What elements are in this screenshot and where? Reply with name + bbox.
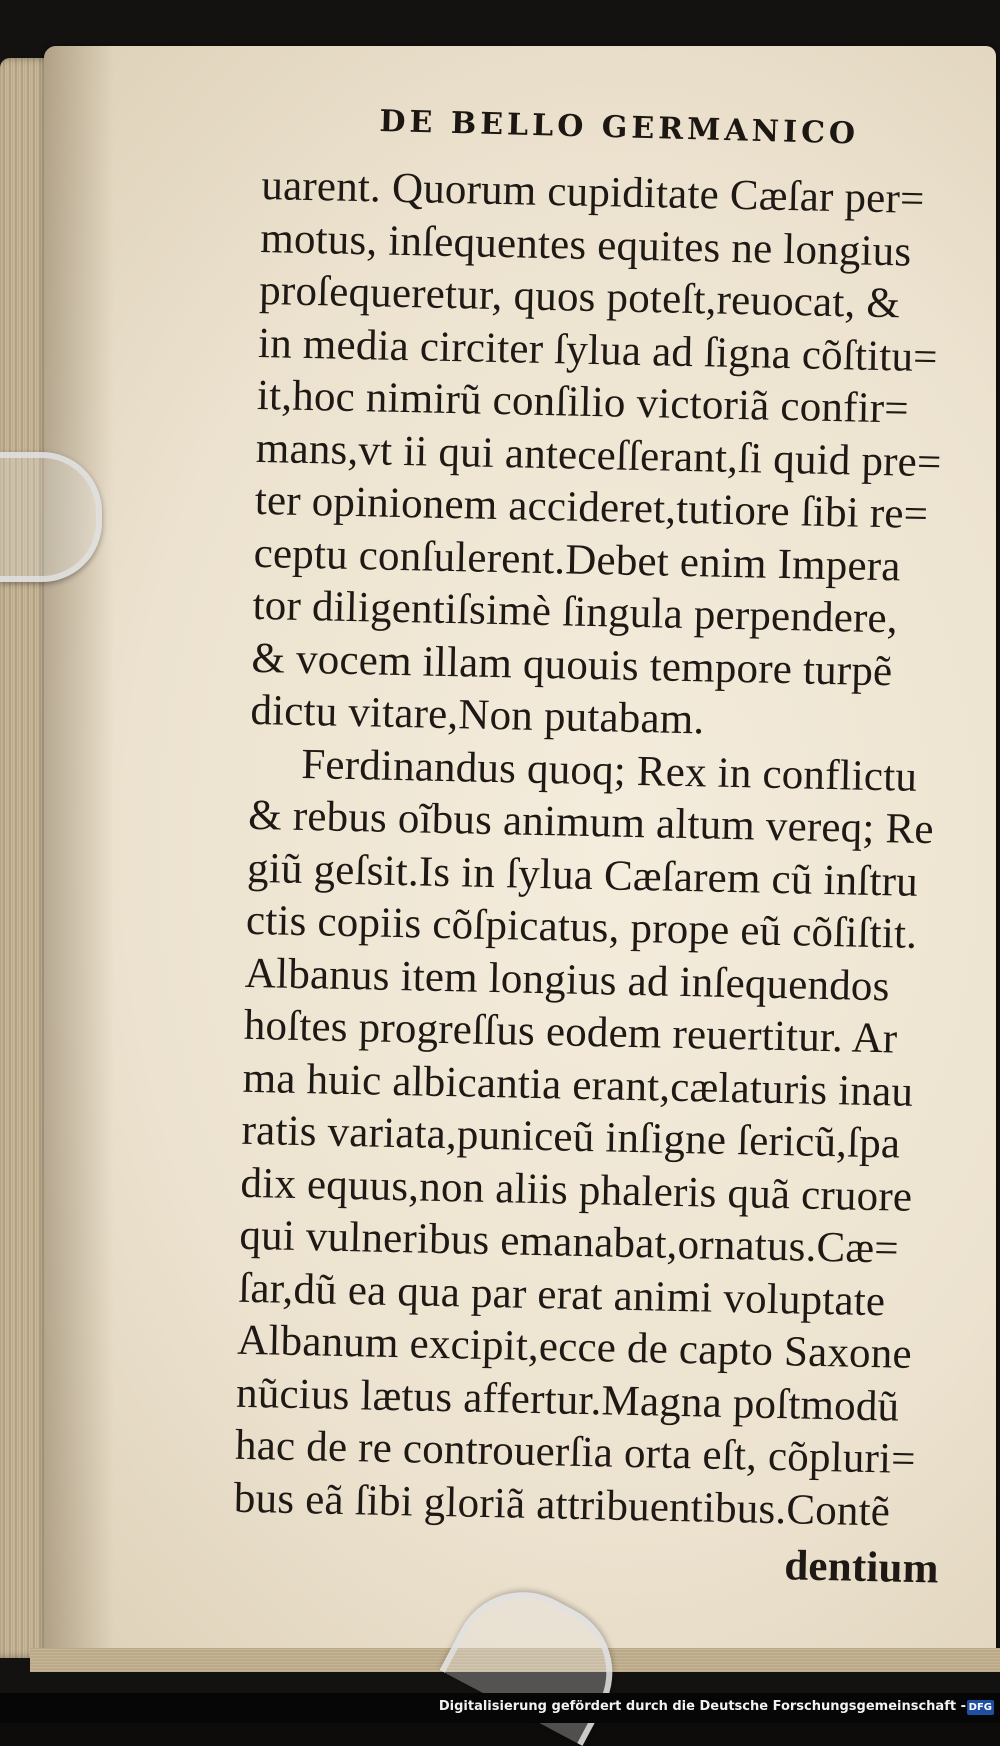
text-line: Albanum excipit,ecce de capto Saxone <box>236 1316 913 1378</box>
text-line: ma huic albicantia erant,cælaturis inau <box>242 1054 914 1116</box>
text-line: giũ geſsit.Is in ſylua Cæſarem cũ inſtru <box>246 844 919 906</box>
text-line: mans,vt ii qui anteceſſerant,ſi quid pre= <box>255 424 942 486</box>
text-line: it,hoc nimirũ conſilio victoriã confir= <box>256 371 910 433</box>
text-line: Albanus item longius ad inſequendos <box>244 949 891 1010</box>
text-line: motus, inſequentes equites ne longius <box>259 214 912 276</box>
digitization-footer <box>0 1693 1000 1723</box>
text-line: ter opinionem accideret,tutiore ſibi re= <box>254 476 929 539</box>
dfg-logo: DFG <box>968 1702 992 1713</box>
body-text <box>232 160 982 1596</box>
text-line-paragraph-start: Ferdinandus quoq; Rex in conflictu <box>300 740 918 801</box>
text-line: dictu vitare,Non putabam. <box>249 686 705 744</box>
text-line: ratis variata,puniceũ inſigne ſericũ,ſpa <box>241 1106 901 1168</box>
text-line: uarent. Quorum cupiditate Cæſar per= <box>260 161 925 223</box>
text-line: ctis copiis cõſpicatus, prope eũ cõſiſtit. <box>245 896 918 958</box>
running-head: DE BELLO GERMANICO <box>379 104 860 152</box>
text-line: nũcius lætus affertur.Magna poſtmodũ <box>235 1369 900 1431</box>
text-line: hac de re controuerſia orta eſt, cõpluri= <box>234 1421 917 1483</box>
text-line: ceptu conſulerent.Debet enim Impera <box>253 529 902 590</box>
text-line: dix equus,non aliis phaleris quã cruore <box>240 1159 913 1221</box>
catchword: dentium <box>783 1542 940 1593</box>
text-line: bus eã ſibi gloriã attribuentibus.Contẽ <box>233 1474 891 1535</box>
text-line: tor diligentiſsimè ſingula perpendere, <box>252 581 899 643</box>
text-line: hoſtes progreſſus eodem reuertitur. Ar <box>243 1001 898 1063</box>
text-line: ſar,dũ ea qua par erat animi voluptate <box>237 1264 886 1325</box>
text-line: proſequeretur, quos poteſt,reuocat, & <box>258 266 901 328</box>
text-line: & rebus oĩbus animum altum vereq; Re <box>247 791 935 854</box>
text-line: qui vulneribus emanabat,ornatus.Cæ= <box>238 1211 900 1273</box>
text-line: in media circiter ſylua ad ſigna cõſtitu= <box>257 319 939 381</box>
funding-credit: Digitalisierung gefördert durch die Deutsche Forschungsgemeinschaft - <box>438 1699 966 1714</box>
page-gutter-shadow <box>44 46 114 1652</box>
text-line: & vocem illam quouis tempore turpẽ <box>251 634 893 695</box>
